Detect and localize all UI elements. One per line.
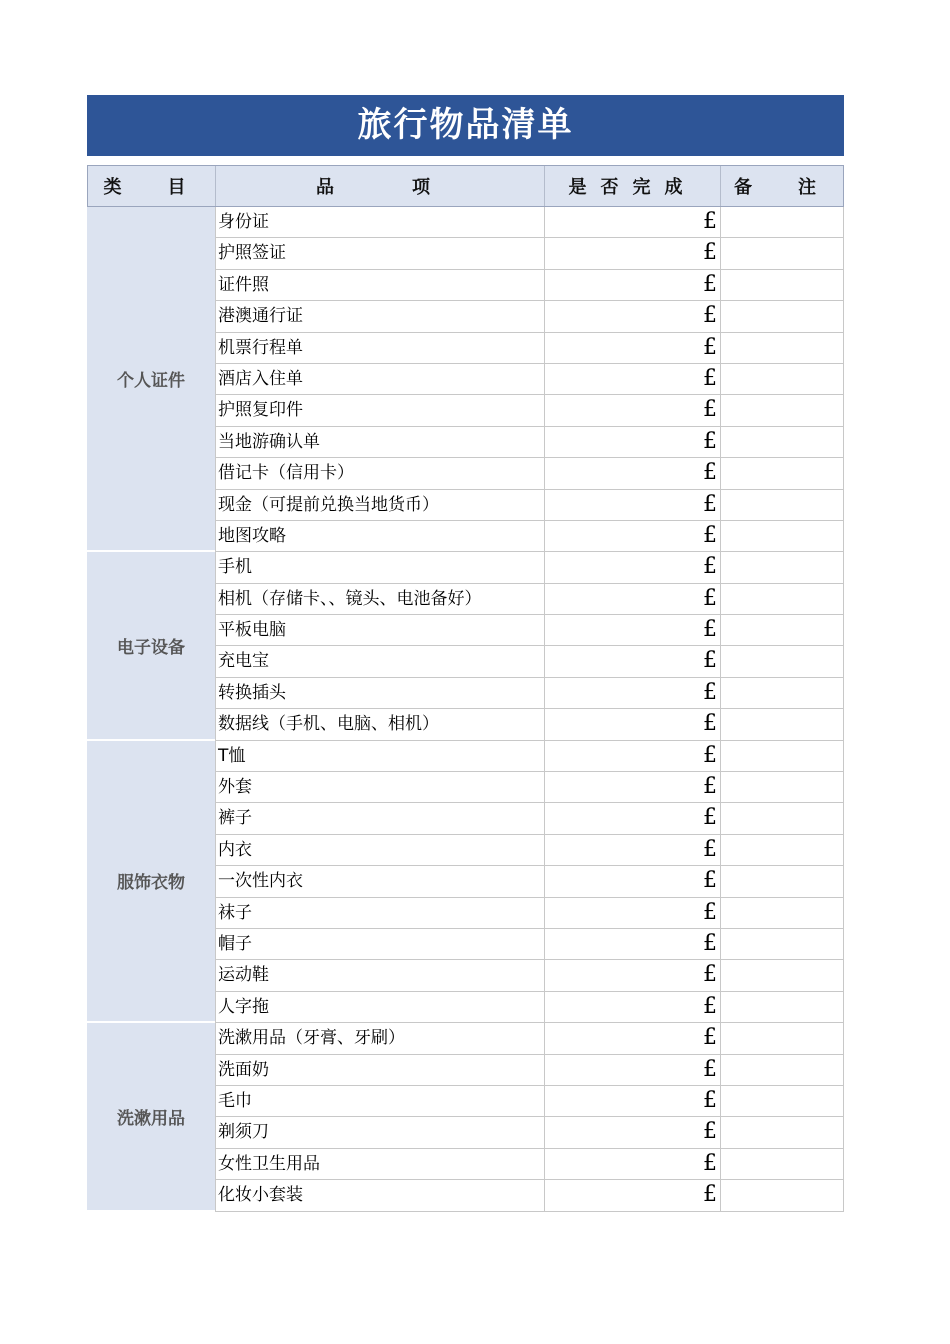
item-name[interactable]: 港澳通行证 [215, 301, 544, 331]
item-name[interactable]: 护照签证 [215, 238, 544, 268]
table-row [215, 521, 844, 552]
table-row [215, 646, 844, 677]
note-cell[interactable] [720, 1023, 844, 1053]
item-name[interactable]: 一次性内衣 [215, 866, 544, 896]
table-row [215, 615, 844, 646]
note-cell[interactable] [720, 1180, 844, 1210]
done-checkbox[interactable]: £ [544, 898, 720, 928]
note-cell[interactable] [720, 395, 844, 425]
note-cell[interactable] [720, 364, 844, 394]
header-done: 是否完成 [544, 166, 720, 206]
note-cell[interactable] [720, 741, 844, 771]
note-cell[interactable] [720, 772, 844, 802]
category-group [87, 552, 844, 740]
item-name[interactable]: 数据线（手机、电脑、相机） [215, 709, 544, 739]
sheet-title: 旅行物品清单 [87, 95, 844, 156]
item-name[interactable]: 手机 [215, 552, 544, 582]
item-name[interactable]: 相机（存储卡、、镜头、电池备好） [215, 584, 544, 614]
note-cell[interactable] [720, 898, 844, 928]
done-checkbox[interactable]: £ [544, 427, 720, 457]
table-row [215, 803, 844, 834]
done-checkbox[interactable]: £ [544, 866, 720, 896]
done-checkbox[interactable]: £ [544, 364, 720, 394]
done-checkbox[interactable]: £ [544, 584, 720, 614]
table-row [215, 835, 844, 866]
note-cell[interactable] [720, 238, 844, 268]
table-row [215, 427, 844, 458]
note-cell[interactable] [720, 1149, 844, 1179]
note-cell[interactable] [720, 992, 844, 1022]
item-name[interactable]: 地图攻略 [215, 521, 544, 551]
note-cell[interactable] [720, 709, 844, 739]
table-row [215, 772, 844, 803]
header-category: 类 目 [87, 166, 215, 206]
item-name[interactable]: 身份证 [215, 207, 544, 237]
note-cell[interactable] [720, 803, 844, 833]
done-checkbox[interactable]: £ [544, 270, 720, 300]
table-row [215, 584, 844, 615]
done-checkbox[interactable]: £ [544, 1117, 720, 1147]
note-cell[interactable] [720, 490, 844, 520]
item-name[interactable]: 借记卡（信用卡） [215, 458, 544, 488]
table-row [215, 333, 844, 364]
item-name[interactable]: 女性卫生用品 [215, 1149, 544, 1179]
note-cell[interactable] [720, 1117, 844, 1147]
category-group [87, 207, 844, 552]
item-name[interactable]: 人字拖 [215, 992, 544, 1022]
table-row [215, 552, 844, 583]
note-cell[interactable] [720, 835, 844, 865]
item-name[interactable]: 酒店入住单 [215, 364, 544, 394]
item-name[interactable]: 化妆小套装 [215, 1180, 544, 1210]
done-checkbox[interactable]: £ [544, 458, 720, 488]
category-group [87, 741, 844, 1024]
done-checkbox[interactable]: £ [544, 333, 720, 363]
done-checkbox[interactable]: £ [544, 521, 720, 551]
item-name[interactable]: 机票行程单 [215, 333, 544, 363]
item-name[interactable]: 毛巾 [215, 1086, 544, 1116]
note-cell[interactable] [720, 270, 844, 300]
table-row [215, 238, 844, 269]
done-checkbox[interactable]: £ [544, 490, 720, 520]
item-name[interactable]: 裤子 [215, 803, 544, 833]
note-cell[interactable] [720, 552, 844, 582]
table-row [215, 866, 844, 897]
note-cell[interactable] [720, 301, 844, 331]
table-row [215, 1180, 844, 1211]
category-label: 服饰衣物 [87, 741, 215, 1024]
done-checkbox[interactable]: £ [544, 835, 720, 865]
item-name[interactable]: 袜子 [215, 898, 544, 928]
done-checkbox[interactable]: £ [544, 1149, 720, 1179]
done-checkbox[interactable]: £ [544, 929, 720, 959]
note-cell[interactable] [720, 615, 844, 645]
checklist-sheet [87, 95, 844, 1212]
note-cell[interactable] [720, 678, 844, 708]
item-name[interactable]: 内衣 [215, 835, 544, 865]
note-cell[interactable] [720, 646, 844, 676]
category-group [87, 1023, 844, 1211]
done-checkbox[interactable]: £ [544, 1023, 720, 1053]
done-checkbox[interactable]: £ [544, 1180, 720, 1210]
table-row [215, 207, 844, 238]
done-checkbox[interactable]: £ [544, 207, 720, 237]
item-name[interactable]: 洗面奶 [215, 1055, 544, 1085]
table-row [215, 301, 844, 332]
note-cell[interactable] [720, 427, 844, 457]
item-name[interactable]: T恤 [215, 741, 544, 771]
item-name[interactable]: 护照复印件 [215, 395, 544, 425]
table-row [215, 741, 844, 772]
note-cell[interactable] [720, 584, 844, 614]
item-name[interactable]: 转换插头 [215, 678, 544, 708]
table-row [215, 929, 844, 960]
item-name[interactable]: 剃须刀 [215, 1117, 544, 1147]
item-name[interactable]: 外套 [215, 772, 544, 802]
done-checkbox[interactable]: £ [544, 238, 720, 268]
header-item: 品 项 [215, 166, 544, 206]
table-row [215, 490, 844, 521]
done-checkbox[interactable]: £ [544, 992, 720, 1022]
item-name[interactable]: 帽子 [215, 929, 544, 959]
note-cell[interactable] [720, 458, 844, 488]
item-name[interactable]: 运动鞋 [215, 960, 544, 990]
item-name[interactable]: 当地游确认单 [215, 427, 544, 457]
table-header [87, 165, 844, 207]
item-name[interactable]: 现金（可提前兑换当地货币） [215, 490, 544, 520]
done-checkbox[interactable]: £ [544, 301, 720, 331]
note-cell[interactable] [720, 960, 844, 990]
note-cell[interactable] [720, 207, 844, 237]
category-label: 个人证件 [87, 207, 215, 552]
table-row [215, 364, 844, 395]
header-note: 备 注 [720, 166, 844, 206]
category-label: 洗漱用品 [87, 1023, 215, 1211]
done-checkbox[interactable]: £ [544, 552, 720, 582]
done-checkbox[interactable]: £ [544, 960, 720, 990]
done-checkbox[interactable]: £ [544, 646, 720, 676]
done-checkbox[interactable]: £ [544, 772, 720, 802]
table-row [215, 960, 844, 991]
table-row [215, 1023, 844, 1054]
done-checkbox[interactable]: £ [544, 1055, 720, 1085]
note-cell[interactable] [720, 333, 844, 363]
table-row [215, 395, 844, 426]
table-row [215, 1086, 844, 1117]
item-name[interactable]: 平板电脑 [215, 615, 544, 645]
note-cell[interactable] [720, 866, 844, 896]
done-checkbox[interactable]: £ [544, 395, 720, 425]
note-cell[interactable] [720, 1086, 844, 1116]
table-body [87, 207, 844, 1212]
note-cell[interactable] [720, 929, 844, 959]
table-row [215, 1055, 844, 1086]
done-checkbox[interactable]: £ [544, 803, 720, 833]
table-row [215, 709, 844, 740]
table-row [215, 992, 844, 1023]
done-checkbox[interactable]: £ [544, 1086, 720, 1116]
note-cell[interactable] [720, 1055, 844, 1085]
item-name[interactable]: 洗漱用品（牙膏、牙刷） [215, 1023, 544, 1053]
done-checkbox[interactable]: £ [544, 615, 720, 645]
category-label: 电子设备 [87, 552, 215, 740]
table-row [215, 270, 844, 301]
table-row [215, 678, 844, 709]
note-cell[interactable] [720, 521, 844, 551]
table-row [215, 898, 844, 929]
table-row [215, 1149, 844, 1180]
done-checkbox[interactable]: £ [544, 709, 720, 739]
item-name[interactable]: 证件照 [215, 270, 544, 300]
table-row [215, 458, 844, 489]
done-checkbox[interactable]: £ [544, 678, 720, 708]
done-checkbox[interactable]: £ [544, 741, 720, 771]
item-name[interactable]: 充电宝 [215, 646, 544, 676]
table-row [215, 1117, 844, 1148]
